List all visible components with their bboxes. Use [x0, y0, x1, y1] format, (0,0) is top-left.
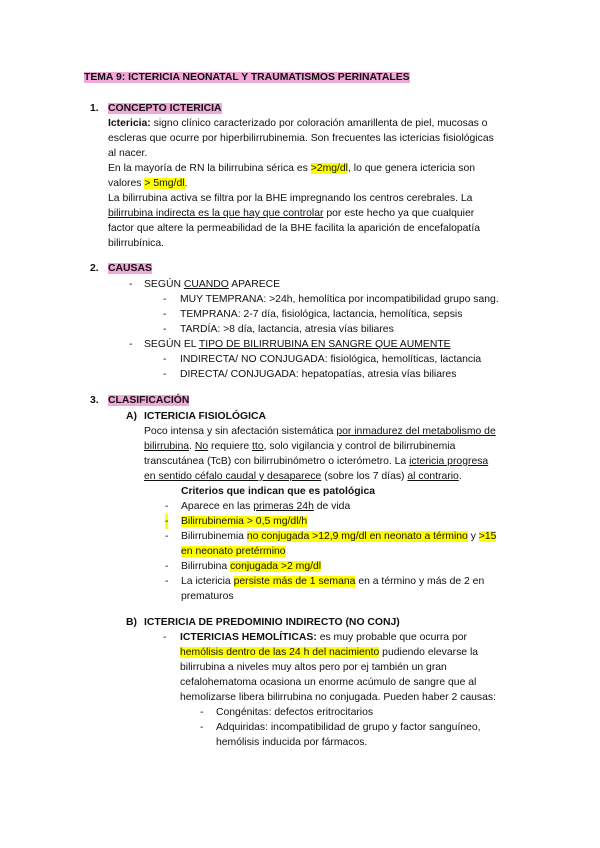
- criteria-item: Bilirrubinemia > 0,5 mg/dl/h: [181, 516, 308, 527]
- list-item: DIRECTA/ CONJUGADA: hepatopatías, atresia vías biliares: [180, 369, 457, 380]
- bullet-dash: -: [165, 576, 169, 587]
- subsection-letter: A): [126, 411, 137, 422]
- bullet-dash: -: [163, 632, 167, 643]
- criteria-item-continuation: prematuros: [181, 591, 234, 602]
- bullet-dash: -: [165, 516, 169, 527]
- paragraph-line: bilirrubina indirecta es la que hay que controlar por este hecho ya que cualquier: [108, 208, 475, 219]
- section-heading-clasificacion: CLASIFICACIÓN: [108, 395, 190, 406]
- paragraph-line: En la mayoría de RN la bilirrubina sérica es >2mg/dl, lo que genera ictericia son: [108, 163, 476, 174]
- list-group-heading: SEGÚN EL TIPO DE BILIRRUBINA EN SANGRE QUE AUMENTE: [144, 339, 451, 350]
- bullet-dash: -: [165, 501, 169, 512]
- subsection-heading-fisiologica: ICTERICIA FISIOLÓGICA: [144, 411, 266, 422]
- paragraph-line: bilirrubina. No requiere tto, solo vigilancia y control de bilirrubinemia: [144, 441, 456, 452]
- bullet-dash: -: [165, 561, 169, 572]
- subsection-heading-indirecto: ICTERICIA DE PREDOMINIO INDIRECTO (NO CONJ): [144, 617, 400, 628]
- list-item: MUY TEMPRANA: >24h, hemolítica por incompatibilidad grupo sang.: [180, 294, 499, 305]
- section-number: 1.: [90, 103, 99, 114]
- section-number: 3.: [90, 395, 99, 406]
- paragraph-line: hemolizarse libera bilirrubina no conjugada. Pueden haber 2 causas:: [180, 692, 496, 703]
- paragraph-line: valores > 5mg/dl.: [108, 178, 188, 189]
- list-item-continuation: hemólisis inducida por fármacos.: [216, 737, 368, 748]
- section-heading-concepto: CONCEPTO ICTERICIA: [108, 103, 222, 114]
- paragraph-line: ICTERICIAS HEMOLÍTICAS: es muy probable que ocurra por: [180, 632, 467, 643]
- paragraph-line: Poco intensa y sin afectación sistemática por inmadurez del metabolismo de: [144, 426, 496, 437]
- page-title: TEMA 9: ICTERICIA NEONATAL Y TRAUMATISMOS PERINATALES: [84, 72, 410, 83]
- bullet-dash: -: [163, 354, 167, 365]
- bullet-dash: -: [163, 294, 167, 305]
- bullet-dash: -: [163, 324, 167, 335]
- bullet-dash: -: [129, 339, 133, 350]
- paragraph-line: bilirrubina a niveles muy altos pero por ej también un gran: [180, 662, 447, 673]
- paragraph-line: cefalohematoma ocasiona un enorme acúmulo de sangre que al: [180, 677, 477, 688]
- paragraph-line: La bilirrubina activa se filtra por la BHE impregnando los centros cerebrales. La: [108, 193, 473, 204]
- paragraph-line: al nacer.: [108, 148, 148, 159]
- criteria-item: Aparece en las primeras 24h de vida: [181, 501, 351, 512]
- criteria-item: Bilirrubina conjugada >2 mg/dl: [181, 561, 322, 572]
- criteria-item: La ictericia persiste más de 1 semana en a término y más de 2 en: [181, 576, 485, 587]
- paragraph-line: en sentido céfalo caudal y desaparece (sobre los 7 días) al contrario.: [144, 471, 462, 482]
- paragraph-line: bilirrubínica.: [108, 238, 165, 249]
- list-item: Adquiridas: incompatibilidad de grupo y factor sanguíneo,: [216, 722, 481, 733]
- list-item: TARDÍA: >8 día, lactancia, atresia vías biliares: [180, 324, 394, 335]
- list-item: Congénitas: defectos eritrocitarios: [216, 707, 374, 718]
- paragraph-line: hemólisis dentro de las 24 h del nacimiento pudiendo elevarse la: [180, 647, 479, 658]
- paragraph-line: transcutánea (TcB) con bilirrubinómetro o icterómetro. La ictericia progresa: [144, 456, 489, 467]
- list-item: INDIRECTA/ NO CONJUGADA: fisiológica, hemolíticas, lactancia: [180, 354, 482, 365]
- section-heading-causas: CAUSAS: [108, 263, 152, 274]
- bullet-dash: -: [163, 369, 167, 380]
- list-item: TEMPRANA: 2-7 día, fisiológica, lactancia, hemolítica, sepsis: [180, 309, 463, 320]
- bullet-dash: -: [163, 309, 167, 320]
- criteria-heading: Criterios que indican que es patológica: [181, 486, 375, 497]
- subsection-letter: B): [126, 617, 137, 628]
- bullet-dash: -: [165, 531, 169, 542]
- bullet-dash: -: [200, 722, 204, 733]
- paragraph-line: escleras que ocurre por hiperbilirrubinemia. Son frecuentes las ictericias fisiológicas: [108, 133, 494, 144]
- bullet-dash: -: [200, 707, 204, 718]
- paragraph-line: Ictericia: signo clínico caracterizado por coloración amarillenta de piel, mucosas o: [108, 118, 488, 129]
- criteria-item: Bilirrubinemia no conjugada >12,9 mg/dl en neonato a término y >15: [181, 531, 497, 542]
- list-group-heading: SEGÚN CUANDO APARECE: [144, 279, 281, 290]
- bullet-dash: -: [129, 279, 133, 290]
- criteria-item-continuation: en neonato pretérmino: [181, 546, 286, 557]
- paragraph-line: factor que altere la permeabilidad de la BHE facilita la aparición de encefalopatía: [108, 223, 480, 234]
- section-number: 2.: [90, 263, 99, 274]
